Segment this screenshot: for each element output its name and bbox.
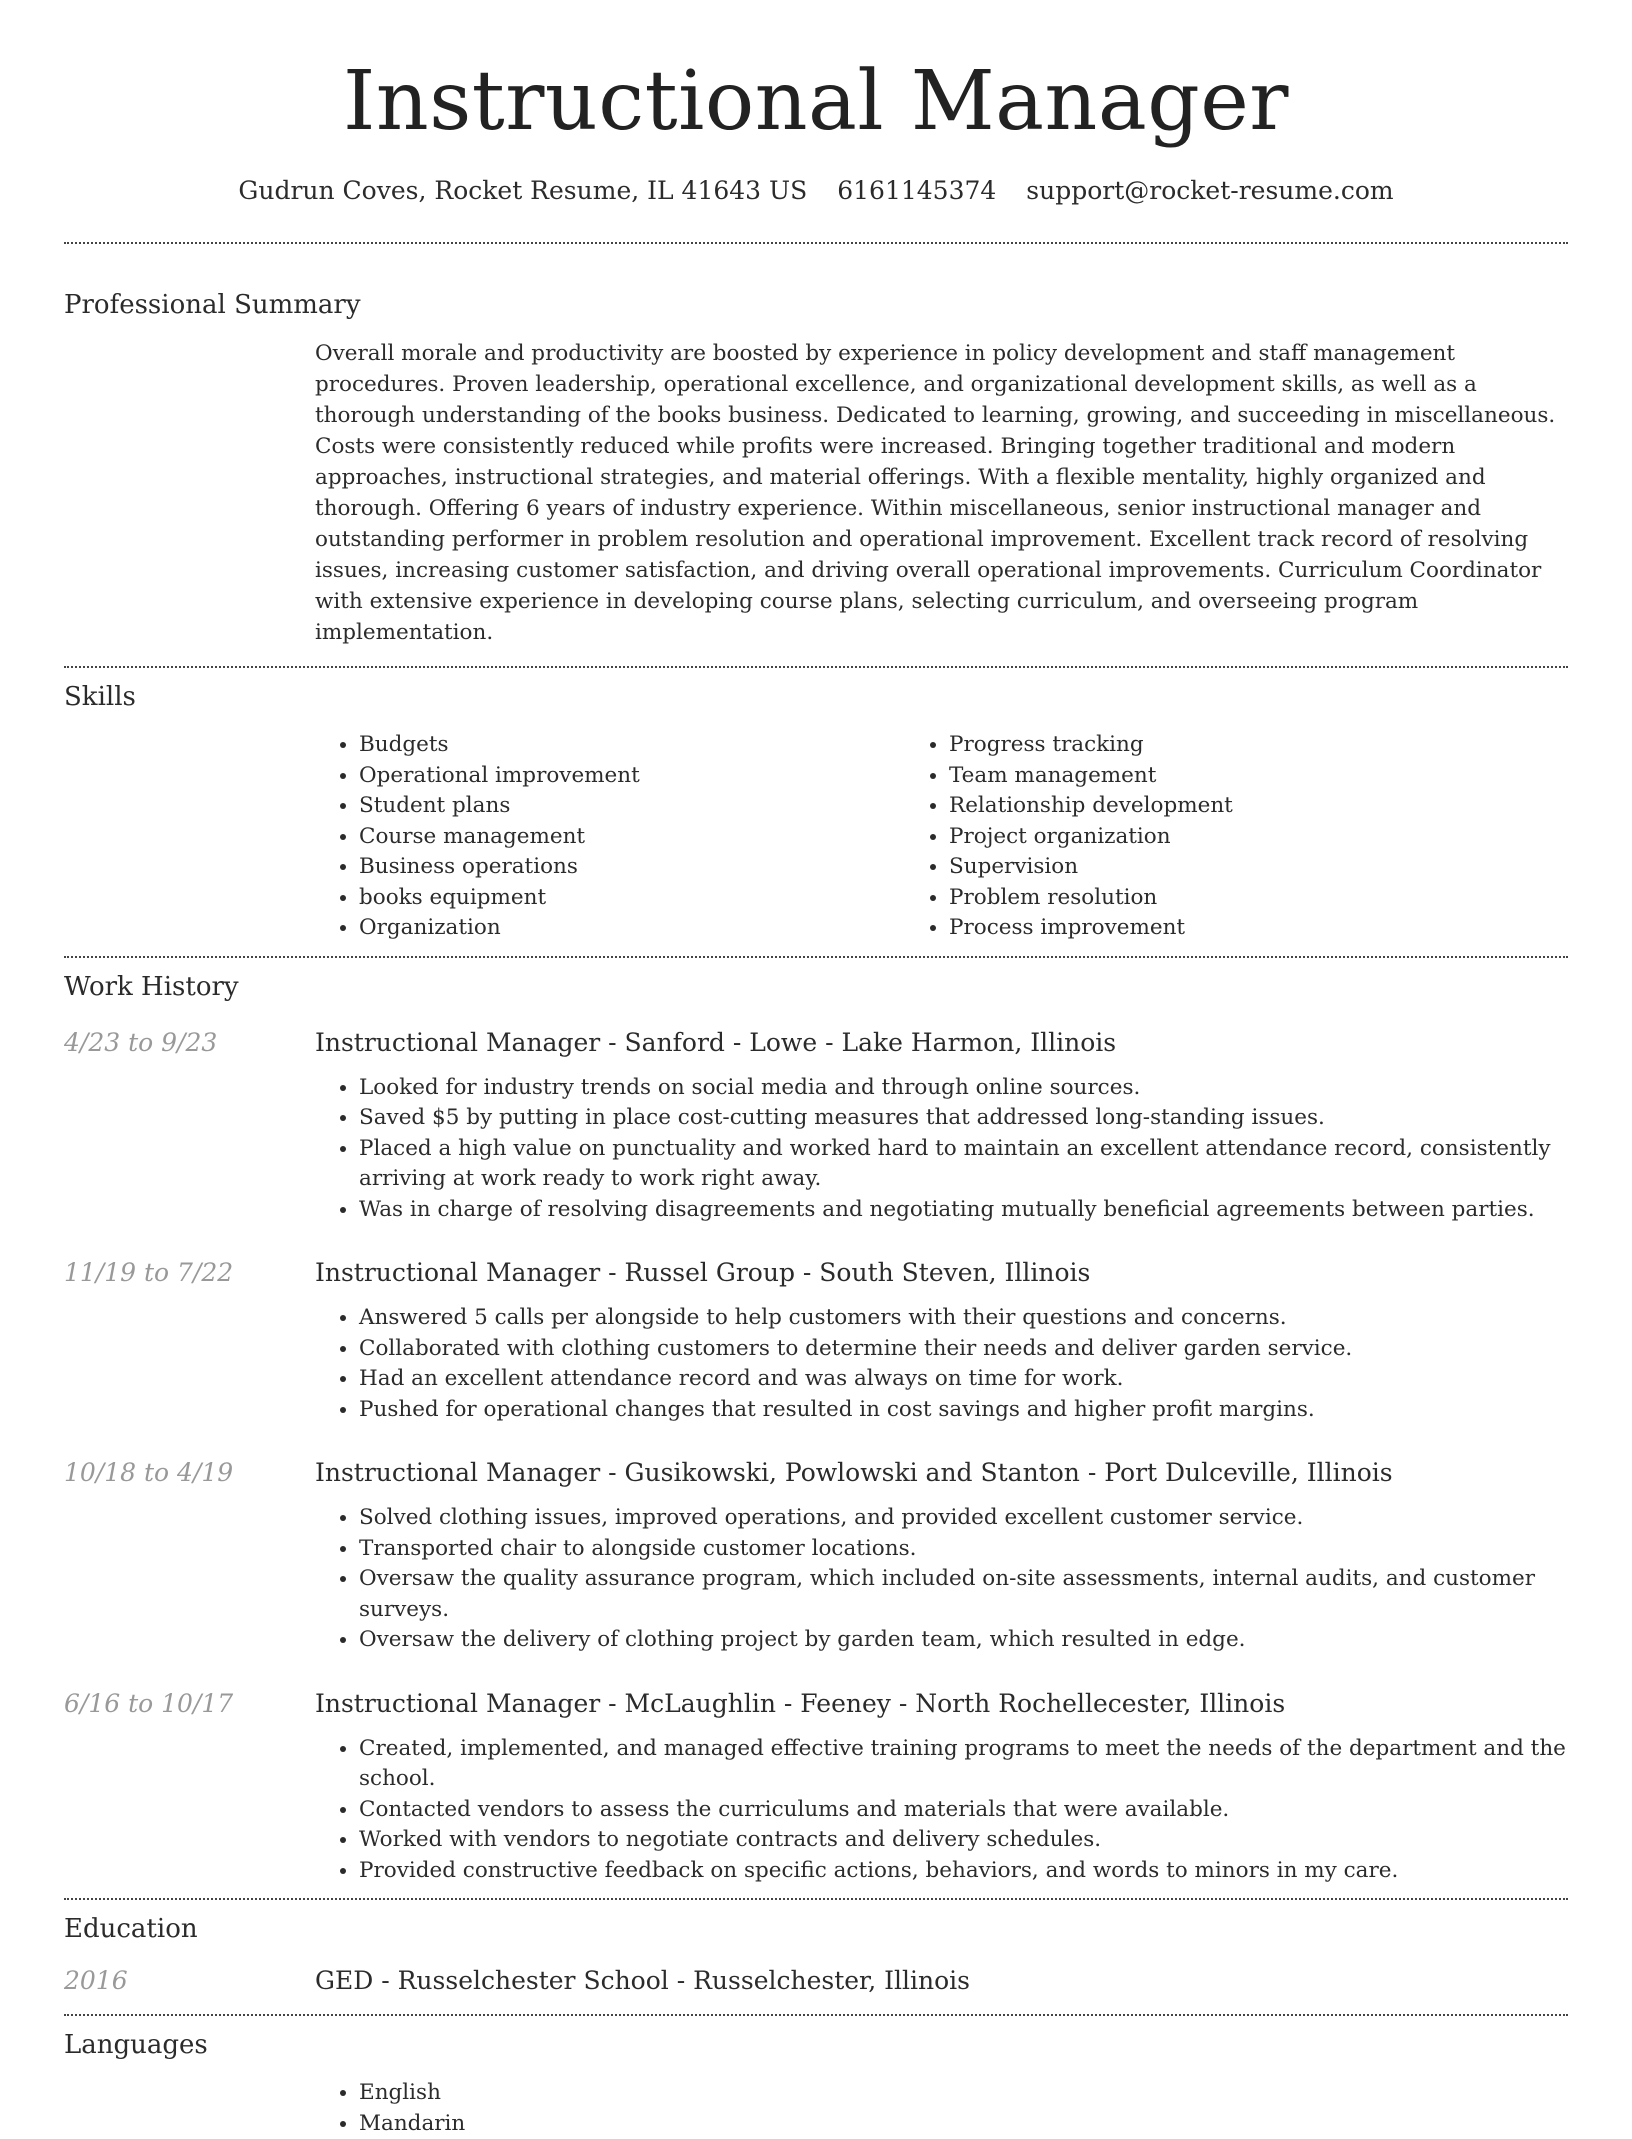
skill-item: • Organization [359, 913, 886, 944]
job-dates: 6/16 to 10/17 [64, 1687, 315, 1721]
job-bullet: • Placed a high value on punctuality and worked hard to maintain an excellent attendance record, consistently arriving at work ready to work right away. [359, 1134, 1568, 1195]
job-bullet: • Had an excellent attendance record and was always on time for work. [359, 1364, 1568, 1395]
skill-item: • Problem resolution [949, 883, 1457, 914]
skill-item: • Process improvement [949, 913, 1457, 944]
job-bullet: • Oversaw the quality assurance program, which included on-site assessments, internal audits, and customer surveys. [359, 1564, 1568, 1625]
contact-line [64, 174, 1568, 208]
job-entry [64, 1456, 1568, 1656]
job-bullet: • Created, implemented, and managed effective training programs to meet the needs of the department and the school. [359, 1734, 1568, 1795]
education-entry: GED - Russelchester School - Russelchester, Illinois [315, 1964, 970, 1998]
skills-columns [315, 714, 1568, 956]
education-year: 2016 [64, 1964, 315, 1998]
job-bullet: • Saved $5 by putting in place cost-cutting measures that addressed long-standing issues. [359, 1103, 1568, 1134]
job-bullet: • Transported chair to alongside customer locations. [359, 1534, 1568, 1565]
job-title: Instructional Manager - McLaughlin - Feeney - North Rochellecester, Illinois [315, 1687, 1285, 1721]
job-entry [64, 1256, 1568, 1425]
job-bullet: • Oversaw the delivery of clothing project by garden team, which resulted in edge. [359, 1625, 1568, 1656]
job-bullet: • Solved clothing issues, improved operations, and provided excellent customer service. [359, 1503, 1568, 1534]
section-title-summary: Professional Summary [64, 288, 1568, 322]
languages-section [64, 2016, 1568, 2139]
skill-item: • Course management [359, 822, 886, 853]
skills-list-left [315, 730, 886, 944]
resume-page [64, 0, 1568, 2139]
skill-item: • Supervision [949, 852, 1457, 883]
job-bullet: • Was in charge of resolving disagreements and negotiating mutually beneficial agreements between parties. [359, 1195, 1568, 1226]
job-bullet: • Contacted vendors to assess the curriculums and materials that were available. [359, 1795, 1568, 1826]
work-history-section [64, 958, 1568, 1899]
education-section [64, 1900, 1568, 2014]
job-bullet: • Pushed for operational changes that resulted in cost savings and higher profit margins. [359, 1395, 1568, 1426]
job-dates: 10/18 to 4/19 [64, 1456, 315, 1490]
skill-item: • Business operations [359, 852, 886, 883]
job-title: Instructional Manager - Sanford - Lowe - Lake Harmon, Illinois [315, 1026, 1116, 1060]
job-bullet: • Looked for industry trends on social media and through online sources. [359, 1073, 1568, 1104]
job-entry [64, 1687, 1568, 1887]
job-bullet-list [315, 1734, 1568, 1887]
skills-list-right [886, 730, 1457, 944]
section-title-skills: Skills [64, 680, 1568, 714]
contact-email[interactable]: support@rocket-resume.com [1026, 176, 1393, 205]
job-bullet-list [315, 1073, 1568, 1226]
job-dates: 4/23 to 9/23 [64, 1026, 315, 1060]
skill-item: • Budgets [359, 730, 886, 761]
section-title-work-history: Work History [64, 970, 1568, 1004]
summary-text: Overall morale and productivity are boosted by experience in policy development and staff management procedures. Proven leadership, operational excellence, and organizational development skills, as well as a thorough understanding of the books business. Dedicated to learning, growing, and succeeding in miscellaneous. Costs were consistently reduced while profits were increased. Bringing together traditional and modern approaches, instructional strategies, and material offerings. With a flexible mentality, highly organized and thorough. Offering 6 years of industry experience. Within miscellaneous, senior instructional manager and outstanding performer in problem resolution and operational improvement. Excellent track record of resolving issues, increasing customer satisfaction, and driving overall operational improvements. Curriculum Coordinator with extensive experience in developing course plans, selecting curriculum, and overseeing program implementation. [315, 322, 1568, 666]
language-item: • English [359, 2078, 1568, 2109]
skill-item: • Relationship development [949, 791, 1457, 822]
job-entry [64, 1026, 1568, 1226]
job-title: Instructional Manager - Gusikowski, Powlowski and Stanton - Port Dulceville, Illinois [315, 1456, 1393, 1490]
job-title: Instructional Manager - Russel Group - South Steven, Illinois [315, 1256, 1090, 1290]
section-title-languages: Languages [64, 2028, 1568, 2062]
job-bullet: • Worked with vendors to negotiate contracts and delivery schedules. [359, 1825, 1568, 1856]
job-bullet-list [315, 1303, 1568, 1425]
job-bullet: • Collaborated with clothing customers to determine their needs and deliver garden service. [359, 1334, 1568, 1365]
skill-item: • Progress tracking [949, 730, 1457, 761]
contact-address: Gudrun Coves, Rocket Resume, IL 41643 US [238, 176, 807, 205]
language-item: • Mandarin [359, 2109, 1568, 2139]
job-bullet: • Answered 5 calls per alongside to help customers with their questions and concerns. [359, 1303, 1568, 1334]
job-bullet-list [315, 1503, 1568, 1656]
skill-item: • Project organization [949, 822, 1457, 853]
job-dates: 11/19 to 7/22 [64, 1256, 315, 1290]
job-bullet: • Provided constructive feedback on specific actions, behaviors, and words to minors in my care. [359, 1856, 1568, 1887]
skill-item: • Team management [949, 761, 1457, 792]
summary-section [64, 244, 1568, 666]
languages-list [315, 2078, 1568, 2139]
skill-item: • Operational improvement [359, 761, 886, 792]
skill-item: • books equipment [359, 883, 886, 914]
contact-phone: 6161145374 [837, 176, 996, 205]
section-title-education: Education [64, 1912, 1568, 1946]
skills-section [64, 668, 1568, 956]
candidate-title: Instructional Manager [64, 0, 1568, 152]
skill-item: • Student plans [359, 791, 886, 822]
